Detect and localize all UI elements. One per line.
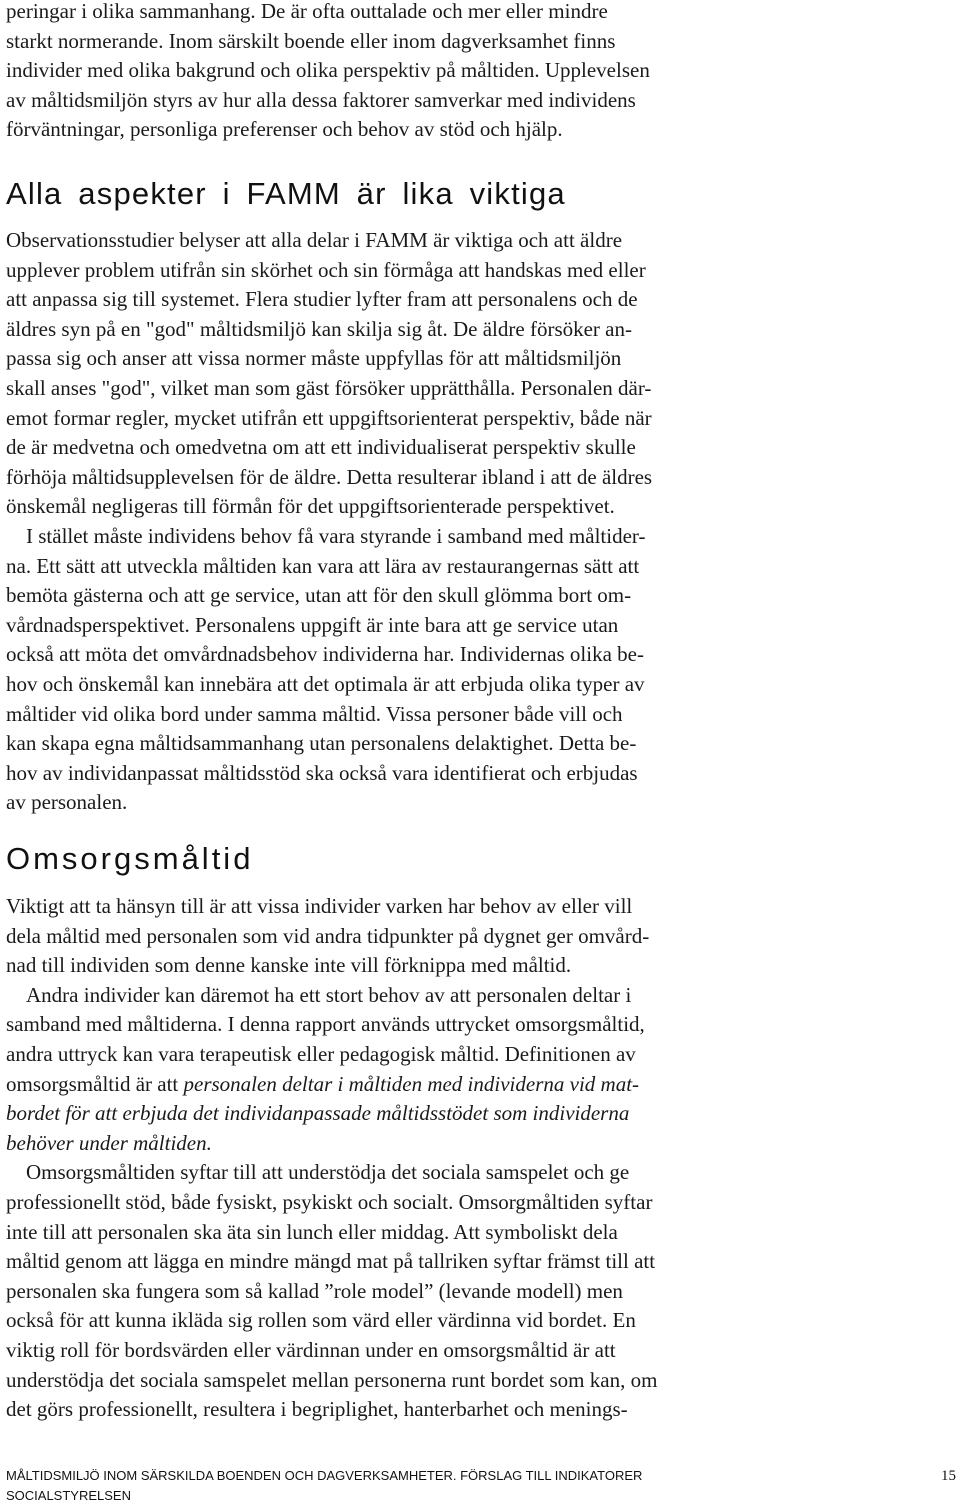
- text-line: Omsorgsmåltiden syftar till att understödja det sociala samspelet och ge: [26, 1160, 630, 1185]
- text-line: inte till att personalen ska äta sin lunch eller middag. Att symboliskt dela: [6, 1219, 618, 1244]
- text-line: också för att kunna ikläda sig rollen som värd eller värdinna vid bordet. En: [6, 1308, 636, 1333]
- page-number: 15: [941, 1468, 956, 1484]
- text-line: de är medvetna och omedvetna om att ett individualiserat perspektiv skulle: [6, 435, 636, 460]
- footer-publisher: SOCIALSTYRELSEN: [6, 1488, 131, 1503]
- text-line: bemöta gästerna och att ge service, utan att för den skull glömma bort om-: [6, 583, 632, 608]
- text-line: måltider vid olika bord under samma måltid. Vissa personer både vill och: [6, 701, 623, 726]
- text-line: [6, 1070, 657, 1100]
- text-line: andra uttryck kan vara terapeutisk eller pedagogisk måltid. Definitionen av: [6, 1041, 636, 1066]
- text-line: Observationsstudier belyser att alla delar i FAMM är viktiga och att äldre: [6, 228, 623, 252]
- text-line: understödja det sociala samspelet mellan personerna runt bordet som kan, om: [6, 1367, 658, 1392]
- text-line: också att möta det omvårdnadsbehov individerna har. Individernas olika be-: [6, 642, 644, 667]
- text-line: starkt normerande. Inom särskilt boende eller inom dagverksamhet finns: [6, 28, 616, 53]
- text-line: hov av individanpassat måltidsstöd ska också vara identifierat och erbjudas: [6, 760, 638, 785]
- text-line: passa sig och anser att vissa normer måste uppfyllas för att måltidsmiljön: [6, 346, 622, 371]
- text-line: av personalen.: [6, 790, 128, 815]
- text-line: professionellt stöd, både fysiskt, psykiskt och socialt. Omsorgmåltiden syftar: [6, 1189, 653, 1214]
- section-heading-famm: Alla aspekter i FAMM är lika viktiga: [6, 176, 566, 211]
- text-line: av måltidsmiljön styrs av hur alla dessa faktorer samverkar med individens: [6, 87, 636, 112]
- text-line: samband med måltiderna. I denna rapport används uttrycket omsorgsmåltid,: [6, 1012, 645, 1037]
- text-line: I stället måste individens behov få vara styrande i samband med måltider-: [26, 523, 646, 548]
- text-line: äldres syn på en "god" måltidsmiljö kan skilja sig åt. De äldre försöker an-: [6, 316, 632, 341]
- text-line: na. Ett sätt att utveckla måltiden kan vara att lära av restaurangernas sätt att: [6, 553, 640, 578]
- intro-paragraph: [6, 0, 650, 145]
- text-line: vårdnadsperspektivet. Personalens uppgift är inte bara att ge service utan: [6, 612, 619, 637]
- text-line: peringar i olika sammanhang. De är ofta outtalade och mer eller mindre: [6, 0, 608, 23]
- text-line: emot formar regler, mycket utifrån ett uppgiftsorienterat perspektiv, både när: [6, 405, 652, 430]
- page-footer: [6, 1466, 956, 1506]
- text-line: önskemål negligeras till förmån för det uppgiftsorienterade perspektivet.: [6, 494, 615, 519]
- text-line: dela måltid med personalen som vid andra tidpunkter på dygnet ger omvård-: [6, 923, 650, 948]
- text-line: nad till individen som denne kanske inte vill förknippa med måltid.: [6, 953, 572, 978]
- text-line: det görs professionellt, resultera i begriplighet, hanterbarhet och menings-: [6, 1397, 628, 1422]
- definition-text: behöver under måltiden.: [6, 1130, 212, 1155]
- text-line: Andra individer kan däremot ha ett stort behov av att personalen deltar i: [26, 982, 632, 1007]
- text-line: [6, 1129, 657, 1159]
- text-line: personalen ska fungera som så kallad ”role model” (levande modell) men: [6, 1278, 623, 1303]
- text-line: upplever problem utifrån sin skörhet och sin förmåga att handskas med eller: [6, 257, 646, 282]
- section-famm-body: [6, 226, 652, 818]
- text-line: hov och önskemål kan innebära att det optimala är att erbjuda olika typer av: [6, 671, 645, 696]
- text-line: måltid genom att lägga en mindre mängd mat på tallriken syftar främst till att: [6, 1249, 656, 1274]
- text-line: [6, 1099, 657, 1129]
- text-line: viktig roll för bordsvärden eller värdinnan under en omsorgsmåltid är att: [6, 1337, 616, 1362]
- text-line: individer med olika bakgrund och olika perspektiv på måltiden. Upplevelsen: [6, 58, 650, 83]
- definition-text: personalen deltar i måltiden med individerna vid mat-: [183, 1071, 640, 1096]
- definition-text: bordet för att erbjuda det individanpassade måltidsstödet som individerna: [6, 1101, 630, 1126]
- text-line: Viktigt att ta hänsyn till är att vissa individer varken har behov av eller vill: [6, 894, 633, 918]
- text-line: förhöja måltidsupplevelsen för de äldre. Detta resulterar ibland i att de äldres: [6, 464, 653, 489]
- footer-title: MÅLTIDSMILJÖ INOM SÄRSKILDA BOENDEN OCH DAGVERKSAMHETER. FÖRSLAG TILL INDIKATORER: [6, 1468, 643, 1483]
- text-line: kan skapa egna måltidsammanhang utan personalens delaktighet. Detta be-: [6, 731, 637, 756]
- text-line: att anpassa sig till systemet. Flera studier lyfter fram att personalens och de: [6, 287, 638, 312]
- text-line: förväntningar, personliga preferenser och behov av stöd och hjälp.: [6, 117, 563, 142]
- text-line: skall anses "god", vilket man som gäst försöker upprätthålla. Personalen där-: [6, 375, 652, 400]
- section-heading-omsorgsmaltid: Omsorgsmåltid: [6, 841, 254, 876]
- section-omsorgsmaltid-body: [6, 892, 657, 1425]
- text-run: omsorgsmåltid är att: [6, 1071, 184, 1096]
